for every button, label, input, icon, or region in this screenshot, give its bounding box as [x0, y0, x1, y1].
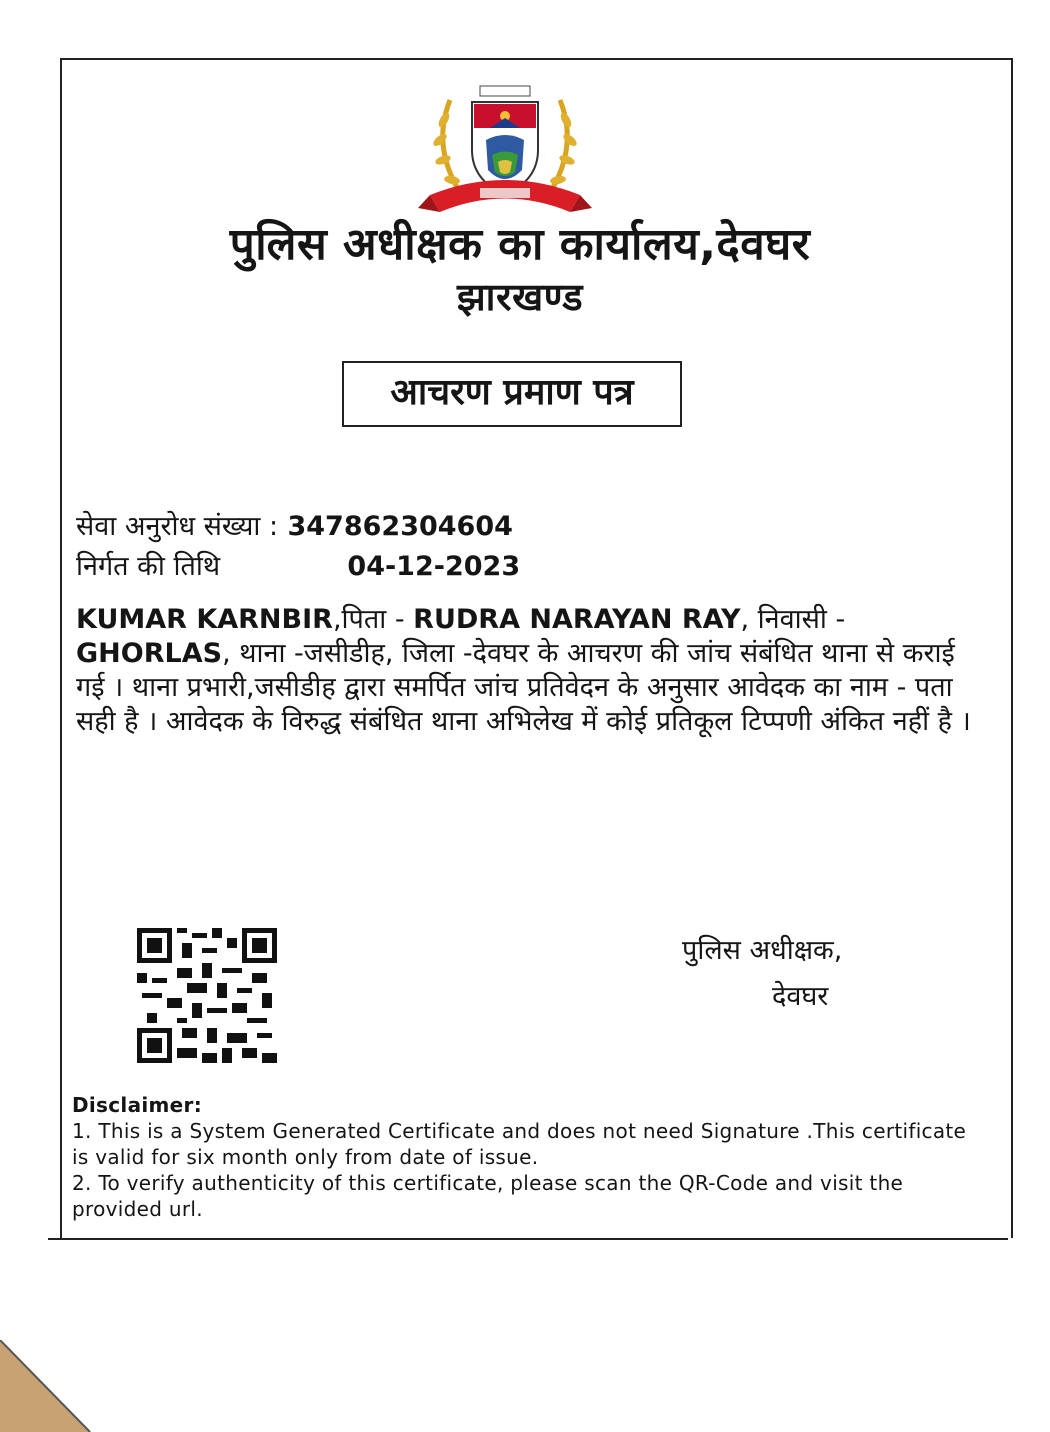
state-title: झारखण्ड [456, 275, 584, 319]
service-request-number: 347862304604 [287, 511, 513, 542]
father-label: ,पिता - [332, 604, 405, 635]
certificate-title: आचरण प्रमाण पत्र [342, 361, 682, 427]
disclaimer-heading: Disclaimer: [72, 1093, 202, 1117]
issue-date-label: निर्गत की तिथि [76, 551, 221, 582]
issue-date-value: 04-12-2023 [347, 551, 521, 582]
disclaimer-point-2: 2. To verify authenticity of this certificate, please scan the QR-Code and visit the provided url. [72, 1171, 904, 1221]
certificate-body [76, 603, 976, 739]
disclaimer-point-1: 1. This is a System Generated Certificate and does not need Signature .This certificate is valid for six month only from date of issue. [72, 1119, 967, 1169]
resident-label: , निवासी - [740, 604, 846, 635]
body-rest: , थाना -जसीडीह, जिला -देवघर के आचरण की जांच संबंधित थाना से कराई गई । थाना प्रभारी,जसीडीह द्वारा समर्पित जांच प्रतिवेदन के अनुसार आवेदक का नाम - पता सही है । आवेदक के विरुद्ध संबंधित थाना अभिलेख में कोई प्रतिकूल टिप्पणी अंकित नहीं है । [76, 638, 971, 737]
paper-corner-decoration [0, 1340, 120, 1432]
certificate-border-bottom [48, 1238, 1008, 1240]
signatory-block [682, 928, 842, 1020]
village-name: GHORLAS [76, 638, 223, 669]
issue-date-row [76, 546, 520, 583]
signatory-location: देवघर [772, 981, 829, 1012]
father-name: RUDRA NARAYAN RAY [413, 604, 741, 635]
service-request-row [76, 506, 513, 543]
service-request-label: सेवा अनुरोध संख्या : [76, 511, 279, 542]
qr-code-icon[interactable] [137, 928, 277, 1063]
applicant-name: KUMAR KARNBIR [76, 604, 333, 635]
disclaimer-block [72, 1092, 972, 1222]
signatory-title: पुलिस अधीक्षक, [682, 935, 843, 966]
jharkhand-police-emblem-icon [410, 80, 600, 230]
office-title: पुलिस अधीक्षक का कार्यालय,देवघर [229, 219, 811, 270]
